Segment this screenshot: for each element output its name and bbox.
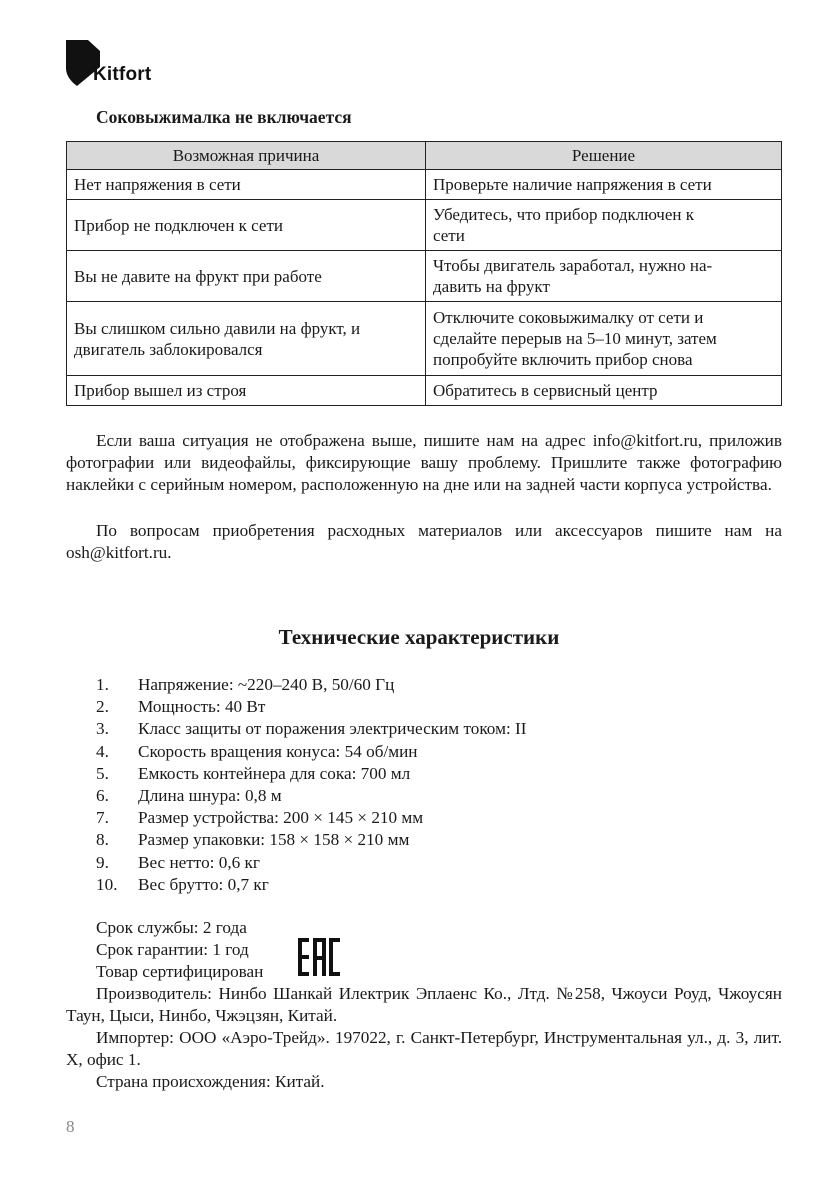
specs-list: [96, 674, 526, 896]
list-item: [96, 785, 526, 807]
cause-cell: [67, 200, 426, 251]
table-header-row: [67, 142, 782, 170]
troubleshooting-title: Соковыжималка не включается: [96, 107, 352, 127]
cause-line: Вы слишком сильно давили на фрукт, и: [74, 318, 361, 338]
solution-line: сделайте перерыв на 5–10 минут, затем: [433, 329, 717, 348]
spec-number: 1.: [96, 675, 109, 694]
spec-number: 4.: [96, 741, 109, 761]
spec-text: Размер упаковки: 158 × 158 × 210 мм: [138, 830, 410, 850]
list-item: [96, 696, 526, 718]
solution-line: Убедитесь, что прибор подключен к: [433, 205, 695, 224]
certified-label: Товар сертифицирован: [96, 962, 264, 981]
kitfort-logo: [66, 40, 176, 90]
cause-line: Вы не давите на фрукт при работе: [74, 266, 322, 286]
column-header-cause: Возможная причина: [67, 142, 426, 170]
solution-line: Проверьте наличие напряжения в сети: [433, 175, 712, 194]
list-item: [96, 763, 526, 785]
column-header-solution: Решение: [426, 142, 782, 170]
spec-text: Мощность: 40 Вт: [138, 697, 266, 717]
logo-text: Kitfort: [93, 64, 152, 85]
spec-text: Размер устройства: 200 × 145 × 210 мм: [138, 808, 424, 828]
list-item: [96, 807, 526, 829]
list-item: [96, 852, 526, 874]
spec-number: 7.: [96, 808, 109, 828]
spec-text: Скорость вращения конуса: 54 об/мин: [138, 741, 418, 761]
cause-line: Прибор вышел из строя: [74, 381, 247, 400]
table-row: [67, 376, 782, 406]
list-item: [96, 874, 526, 896]
solution-line: Отключите соковыжималку от сети и: [433, 308, 704, 327]
cause-line: Прибор не подключен к сети: [74, 215, 283, 235]
cause-line: Нет напряжения в сети: [74, 175, 241, 194]
table-row: [67, 170, 782, 200]
table-row: [67, 200, 782, 251]
contact-paragraph: Если ваша ситуация не отображена выше, пишите нам на адрес info@kitfort.ru, приложив фотографии или видеофайлы, фиксирующие вашу проблему. Пришлите также фотографию наклейки с серийным номером, расположенную на дне или на задней части корпуса устройства.: [66, 431, 782, 494]
solution-cell: [426, 200, 782, 251]
spec-number: 10.: [96, 874, 118, 894]
solution-line: Чтобы двигатель заработал, нужно на-: [433, 256, 713, 275]
origin-info: Страна происхождения: Китай.: [96, 1072, 325, 1091]
service-life: Срок службы: 2 года: [96, 918, 247, 937]
solution-line: давить на фрукт: [433, 277, 550, 296]
importer-info: Импортер: ООО «Аэро-Трейд». 197022, г. Санкт-Петербург, Инструментальная ул., д. 3, лит. Х, офис 1.: [66, 1028, 782, 1069]
cause-line: двигатель заблокировался: [74, 339, 263, 359]
spec-text: Емкость контейнера для сока: 700 мл: [138, 763, 411, 783]
table-row: [67, 302, 782, 376]
specs-title: Технические характеристики: [278, 625, 560, 649]
manufacturer-info: Производитель: Нинбо Шанкай Илектрик Эплаенс Ко., Лтд. №258, Чжоуси Роуд, Чжоусян Таун, Цыси, Нинбо, Чжэцзян, Китай.: [66, 984, 782, 1025]
spec-number: 8.: [96, 830, 109, 850]
list-item: [96, 829, 526, 851]
solution-line: Обратитесь в сервисный центр: [433, 381, 658, 400]
cause-cell: [67, 170, 426, 200]
spec-number: 5.: [96, 763, 109, 783]
spec-number: 2.: [96, 697, 109, 717]
warranty: Срок гарантии: 1 год: [96, 940, 249, 959]
spec-text: Вес брутто: 0,7 кг: [138, 874, 269, 894]
cause-cell: [67, 302, 426, 376]
troubleshooting-table: [66, 141, 782, 406]
list-item: [96, 674, 526, 696]
spec-text: Напряжение: ~220–240 В, 50/60 Гц: [138, 675, 395, 694]
spec-text: Длина шнура: 0,8 м: [138, 786, 282, 806]
spec-number: 3.: [96, 719, 109, 739]
spec-number: 6.: [96, 786, 109, 806]
list-item: [96, 718, 526, 740]
accessories-paragraph: По вопросам приобретения расходных материалов или аксессуаров пишите нам на osh@kitfort.ru.: [66, 521, 782, 562]
list-item: [96, 741, 526, 763]
solution-cell: [426, 170, 782, 200]
cause-cell: [67, 376, 426, 406]
spec-text: Вес нетто: 0,6 кг: [138, 852, 260, 872]
spec-number: 9.: [96, 852, 109, 872]
solution-cell: [426, 376, 782, 406]
solution-cell: [426, 302, 782, 376]
cause-cell: [67, 251, 426, 302]
eac-certification-icon: [298, 938, 340, 976]
solution-line: сети: [433, 226, 465, 245]
page-number: 8: [66, 1117, 75, 1136]
solution-cell: [426, 251, 782, 302]
solution-line: попробуйте включить прибор снова: [433, 350, 693, 369]
spec-text: Класс защиты от поражения электрическим током: II: [138, 719, 527, 739]
table-row: [67, 251, 782, 302]
